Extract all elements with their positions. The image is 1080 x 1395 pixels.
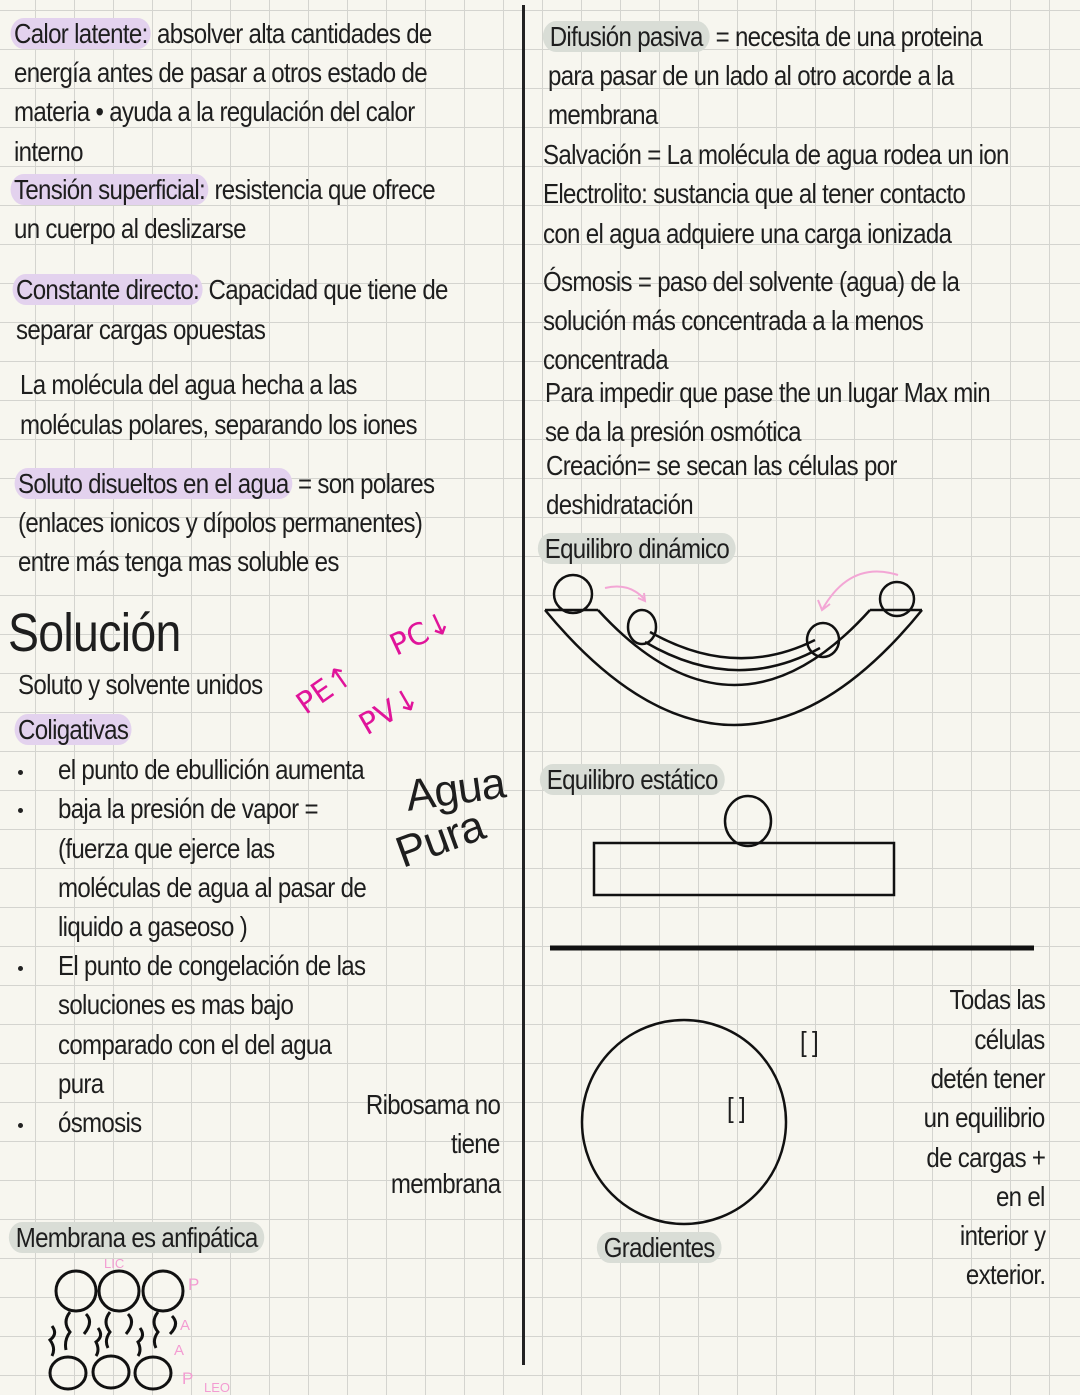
motion-arrows (605, 572, 898, 610)
annotation-pe: PE↑ (289, 657, 361, 722)
difusion-line (548, 20, 982, 54)
text-line: Salvación = La molécula de agua rodea un ion (543, 139, 1009, 170)
membrane-bilayer-diagram (50, 1271, 183, 1389)
text-line: Todas las (949, 984, 1045, 1015)
text-line: tiene (451, 1128, 500, 1159)
bullet-text: baja la presión de vapor = (58, 793, 318, 824)
text-line: detén tener (930, 1063, 1045, 1094)
bullet-text: pura (58, 1068, 104, 1099)
text: = son polares (292, 468, 435, 499)
label-lic: LIC (104, 1256, 125, 1271)
text-line: deshidratación (546, 489, 694, 520)
label-a: A (180, 1317, 191, 1334)
text-line: Ósmosis = paso del solvente (agua) de la (543, 266, 960, 297)
label-leo: LEO (204, 1380, 231, 1395)
text-line: entre más tenga mas soluble es (18, 546, 339, 577)
text-line: interno (14, 136, 83, 167)
text-line: un cuerpo al deslizarse (14, 213, 246, 244)
text-line: exterior. (965, 1259, 1045, 1290)
bullet-text: el punto de ebullición aumenta (58, 754, 365, 785)
bullet-text: (fuerza que ejerce las (58, 833, 275, 864)
text-line: células (974, 1024, 1045, 1055)
eq-estatico-line (545, 763, 725, 797)
term-eq-dinamico: Equilibro dinámico (538, 533, 736, 564)
term-constante: Constante directo: (13, 274, 203, 305)
gradientes-line (602, 1231, 722, 1265)
text-line: energía antes de pasar a otros estado de (14, 57, 427, 88)
text-line: concentrada (543, 344, 668, 375)
text-line: Electrolito: sustancia que al tener contacto (543, 178, 966, 209)
bullet-text: soluciones es mas bajo (58, 989, 294, 1020)
annotation-pc: PC↓ (384, 604, 458, 664)
text: absolver alta cantidades de (151, 18, 432, 49)
text-line: de cargas + (926, 1142, 1045, 1173)
text: resistencia que ofrece (208, 174, 435, 205)
bullet-text: comparado con el del agua (58, 1029, 332, 1060)
text-line: para pasar de un lado al otro acorde a la (548, 60, 954, 91)
cell-circle (582, 1020, 786, 1224)
text-line: (enlaces ionicos y dípolos permanentes) (18, 507, 423, 538)
annotation-pura: Pura (389, 800, 491, 878)
text-line: solución más concentrada a la menos (543, 305, 924, 336)
bracket-outside: [ ] (800, 1026, 819, 1057)
term-membrana: Membrana es anfipática (9, 1222, 265, 1253)
static-equilibrium-diagram (594, 796, 894, 895)
dynamic-equilibrium-diagram (545, 575, 922, 725)
term-calor-latente: Calor latente: (11, 18, 151, 49)
heading-solucion: Solución (8, 603, 181, 663)
eq-dinamico-line (543, 532, 736, 566)
text-line: con el agua adquiere una carga ionizada (543, 218, 952, 249)
text-line: membrana (390, 1168, 500, 1199)
label-p: P (182, 1369, 194, 1388)
bullet-text: liquido a gaseoso ) (58, 911, 248, 942)
term-difusion: Difusión pasiva (543, 21, 710, 52)
term-tension: Tensión superficial: (11, 174, 209, 205)
text-line: Ribosama no (365, 1089, 500, 1120)
term-gradientes: Gradientes (597, 1232, 722, 1263)
text-line: Creación= se secan las células por (546, 450, 897, 481)
text-line: se da la presión osmótica (545, 416, 801, 447)
bullet-text: ósmosis (58, 1107, 142, 1138)
annotation-agua: Agua (402, 758, 508, 821)
text-line: un equilibrio (924, 1102, 1045, 1133)
bullet-text: El punto de congelación de las (58, 950, 366, 981)
text-line: membrana (548, 99, 658, 130)
text-line: La molécula del agua hecha a las (20, 369, 357, 400)
text-line: en el (996, 1181, 1045, 1212)
annotation-pv: PV↓ (353, 680, 426, 743)
bullet-text: moléculas de agua al pasar de (58, 872, 367, 903)
text-line: Soluto y solvente unidos (18, 669, 263, 700)
text: Capacidad que tiene de (202, 274, 448, 305)
term-eq-estatico: Equilibro estático (540, 764, 725, 795)
text-line: moléculas polares, separando los iones (20, 409, 417, 440)
term-coligativas: Coligativas (15, 714, 132, 745)
label-p: P (188, 1275, 200, 1294)
text: = necesita de una proteina (709, 21, 983, 52)
text-line: interior y (959, 1220, 1045, 1251)
bracket-inside: [ ] (727, 1092, 746, 1123)
term-soluto: Soluto disueltos en el agua (15, 468, 292, 499)
text-line: separar cargas opuestas (16, 314, 266, 345)
label-a: A (174, 1342, 185, 1359)
text-line: materia • ayuda a la regulación del calor (14, 96, 415, 127)
text-line: Para impedir que pase the un lugar Max min (545, 377, 990, 408)
